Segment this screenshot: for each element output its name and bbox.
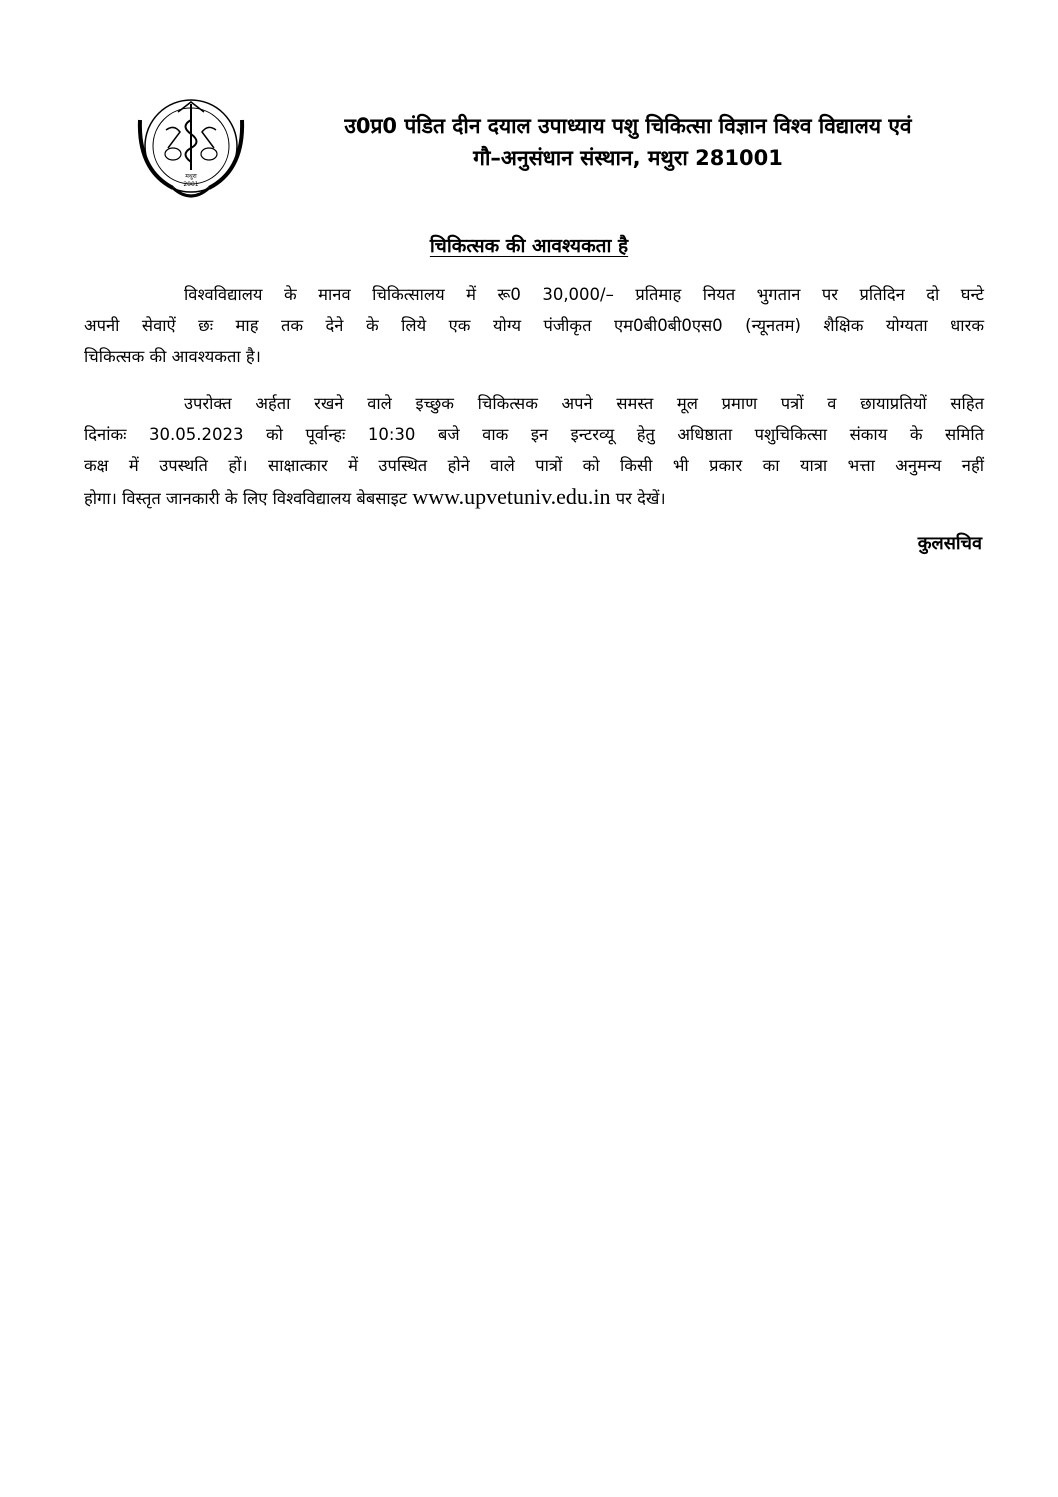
paragraph-2-text-before-link: होगा। विस्तृत जानकारी के लिए विश्वविद्यालय बेबसाइट — [84, 489, 413, 508]
university-name-line2: गौ–अनुसंधान संस्थान, मथुरा 281001 — [473, 146, 783, 170]
paragraph-1-line-3: चिकित्सक की आवश्यकता है। — [84, 347, 261, 366]
emblem-year: 2001 — [183, 181, 199, 188]
university-name — [268, 110, 988, 174]
paragraph-2 — [84, 388, 984, 514]
paragraph-2-line-2: दिनांकः 30.05.2023 को पूर्वान्हः 10:30 बजे वाक इन इन्टरव्यू हेतु अधिष्ठाता पशुचिकित्सा संकाय के समिति — [84, 425, 984, 444]
notice-heading: चिकित्सक की आवश्यकता है — [429, 235, 629, 257]
website-link[interactable]: www.upvetuniv.edu.in — [412, 484, 611, 509]
paragraph-1 — [84, 279, 984, 372]
paragraph-2-text-after-link: पर देखें। — [610, 489, 666, 508]
emblem-text: मथुरा — [185, 173, 197, 180]
paragraph-2-line-3: कक्ष में उपस्थति हों। साक्षात्कार में उपस्थित होने वाले पात्रों को किसी भी प्रकार का यात्रा भत्ता अनुमन्य नहीं — [84, 456, 984, 475]
paragraph-2-line-1: उपरोक्त अर्हता रखने वाले इच्छुक चिकित्सक अपने समस्त मूल प्रमाण पत्रों व छायाप्रतियों सहित — [184, 394, 984, 413]
university-name-line1: उ0प्र0 पंडित दीन दयाल उपाध्याय पशु चिकित्सा विज्ञान विश्व विद्यालय एवं — [344, 114, 912, 138]
university-emblem-icon — [118, 90, 264, 208]
signatory: कुलसचिव — [917, 533, 982, 554]
paragraph-1-line-2: अपनी सेवाऐं छः माह तक देने के लिये एक योग्य पंजीकृत एम0बी0बी0एस0 (न्यूनतम) शैक्षिक योग्यता धारक — [84, 316, 984, 335]
paragraph-2-line-4 — [84, 481, 984, 514]
paragraph-1-line-1: विश्वविद्यालय के मानव चिकित्सालय में रू0 30,000/– प्रतिमाह नियत भुगतान पर प्रतिदिन दो घन्टे — [184, 285, 984, 304]
